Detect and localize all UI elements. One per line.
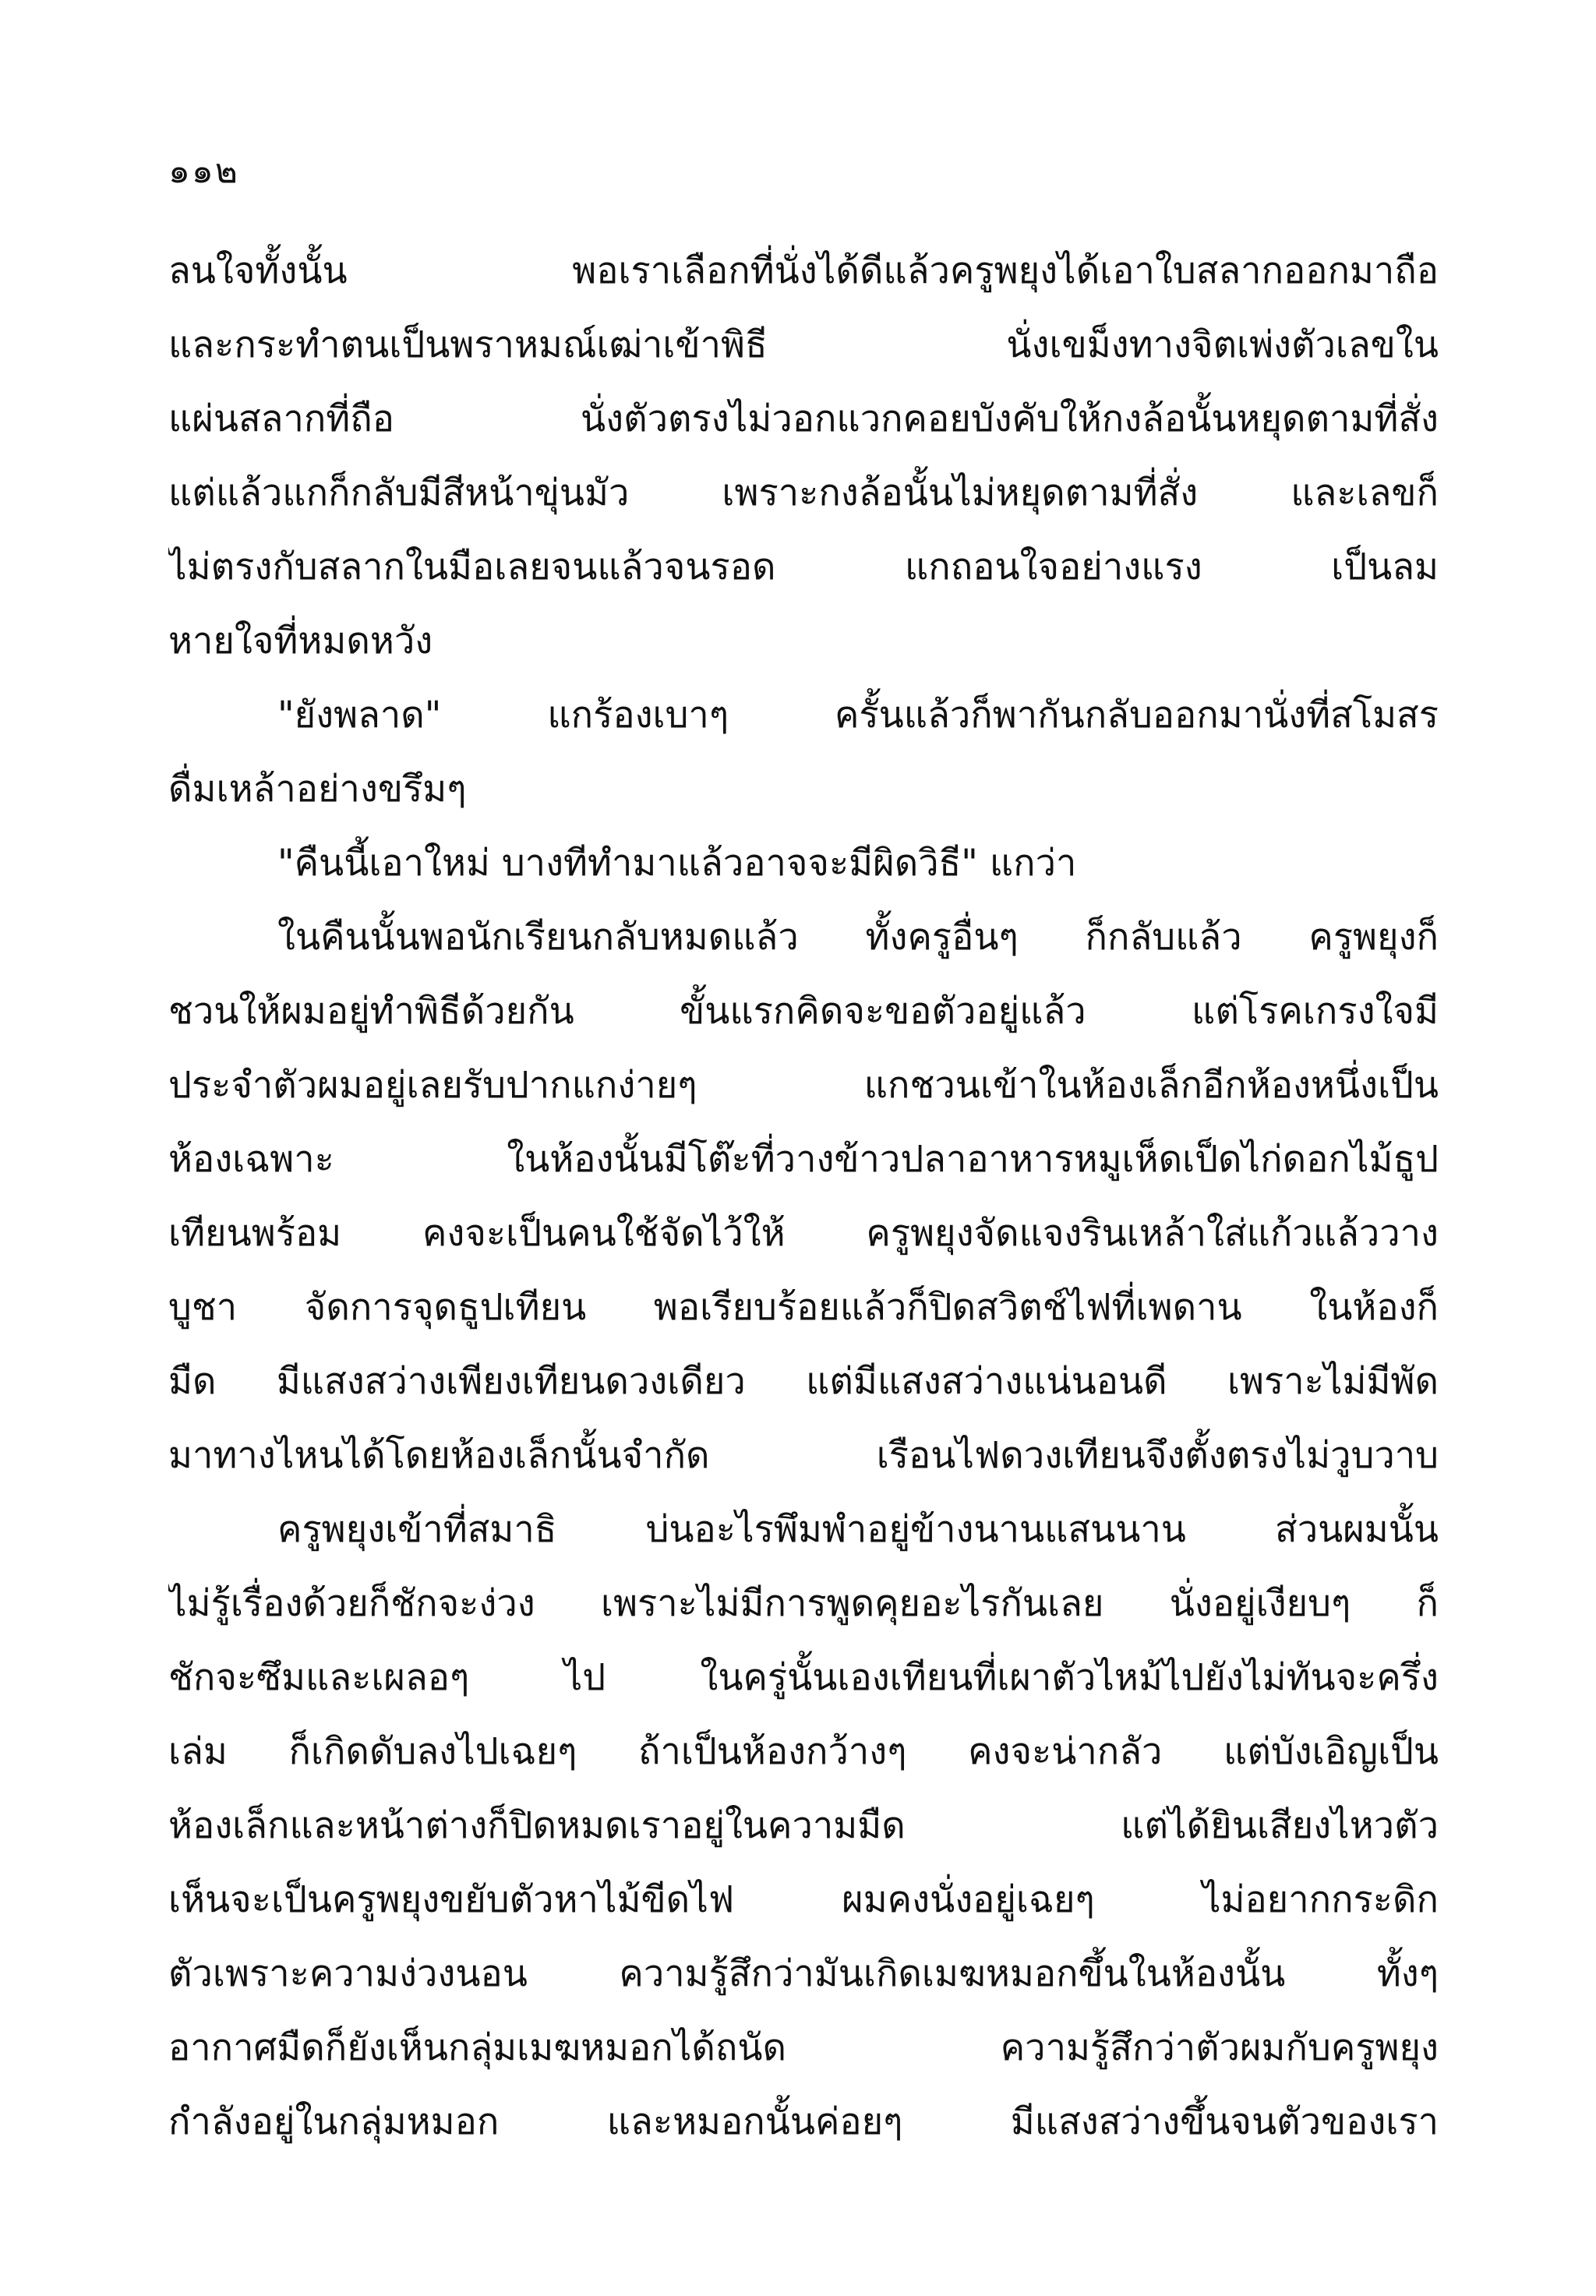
text-line: "คืนนี้เอาใหม่ บางทีทำมาแล้วอาจจะมีผิดวิธี" แกว่า (277, 842, 1077, 885)
text-line: ครูพยุงเข้าที่สมาธิ บ่นอะไรพึมพำอยู่ข้างนานแสนนาน ส่วนผมนั้น (277, 1508, 1439, 1551)
text-line: ห้องเฉพาะ ในห้องนั้นมีโต๊ะที่วางข้าวปลาอาหารหมูเห็ดเป็ดไก่ดอกไม้ธูป (168, 1138, 1439, 1181)
text-line: หายใจที่หมดหวัง (168, 620, 433, 662)
text-line: ดื่มเหล้าอย่างขรึมๆ (168, 768, 467, 811)
text-line: ลนใจทั้งนั้น พอเราเลือกที่นั่งได้ดีแล้วครูพยุงได้เอาใบสลากออกมาถือ (168, 249, 1439, 292)
text-line: กำลังอยู่ในกลุ่มหมอก และหมอกนั้นค่อยๆ มีแสงสว่างขึ้นจนตัวของเรา (168, 2100, 1439, 2143)
text-line: เห็นจะเป็นครูพยุงขยับตัวหาไม้ขีดไฟ ผมคงนั่งอยู่เฉยๆ ไม่อยากกระดิก (168, 1878, 1439, 1921)
body-text (168, 234, 1439, 2159)
text-line: ไม่รู้เรื่องด้วยก็ชักจะง่วง เพราะไม่มีการพูดคุยอะไรกันเลย นั่งอยู่เงียบๆ ก็ (168, 1582, 1439, 1625)
text-line: ในคืนนั้นพอนักเรียนกลับหมดแล้ว ทั้งครูอื่นๆ ก็กลับแล้ว ครูพยุงก็ (277, 916, 1439, 959)
text-line: เทียนพร้อม คงจะเป็นคนใช้จัดไว้ให้ ครูพยุงจัดแจงรินเหล้าใส่แก้วแล้ววาง (168, 1212, 1439, 1255)
text-line: แต่แล้วแกก็กลับมีสีหน้าขุ่นมัว เพราะกงล้อนั้นไม่หยุดตามที่สั่ง และเลขก็ (168, 472, 1439, 514)
page-number: ๑๑๒ (168, 151, 239, 191)
text-line: ตัวเพราะความง่วงนอน ความรู้สึกว่ามันเกิดเมฆหมอกขึ้นในห้องนั้น ทั้งๆ (168, 1952, 1439, 1995)
text-line: "ยังพลาด" แกร้องเบาๆ ครั้นแล้วก็พากันกลับออกมานั่งที่สโมสร (277, 694, 1439, 736)
text-line: แผ่นสลากที่ถือ นั่งตัวตรงไม่วอกแวกคอยบังคับให้กงล้อนั้นหยุดตามที่สั่ง (168, 397, 1439, 440)
text-line: ชวนให้ผมอยู่ทำพิธีด้วยกัน ขั้นแรกคิดจะขอตัวอยู่แล้ว แต่โรคเกรงใจมี (168, 990, 1439, 1033)
text-line: มืด มีแสงสว่างเพียงเทียนดวงเดียว แต่มีแสงสว่างแน่นอนดี เพราะไม่มีพัด (168, 1360, 1439, 1403)
text-line: ชักจะซึมและเผลอๆ ไป ในครู่นั้นเองเทียนที่เผาตัวไหม้ไปยังไม่ทันจะครึ่ง (168, 1656, 1439, 1699)
text-line: ประจำตัวผมอยู่เลยรับปากแกง่ายๆ แกชวนเข้าในห้องเล็กอีกห้องหนึ่งเป็น (168, 1064, 1439, 1107)
text-line: ห้องเล็กและหน้าต่างก็ปิดหมดเราอยู่ในความมืด แต่ได้ยินเสียงไหวตัว (168, 1804, 1439, 1847)
text-line: มาทางไหนได้โดยห้องเล็กนั้นจำกัด เรือนไฟดวงเทียนจึงตั้งตรงไม่วูบวาบ (168, 1434, 1439, 1477)
text-line: ไม่ตรงกับสลากในมือเลยจนแล้วจนรอด แกถอนใจอย่างแรง เป็นลม (168, 546, 1439, 588)
text-line: และกระทำตนเป็นพราหมณ์เฒ่าเข้าพิธี นั่งเขม็งทางจิตเพ่งตัวเลขใน (168, 323, 1439, 366)
text-line: เล่ม ก็เกิดดับลงไปเฉยๆ ถ้าเป็นห้องกว้างๆ คงจะน่ากลัว แต่บังเอิญเป็น (168, 1730, 1439, 1773)
text-line: อากาศมืดก็ยังเห็นกลุ่มเมฆหมอกได้ถนัด ความรู้สึกว่าตัวผมกับครูพยุง (168, 2026, 1439, 2069)
text-line: บูชา จัดการจุดธูปเทียน พอเรียบร้อยแล้วก็ปิดสวิตช์ไฟที่เพดาน ในห้องก็ (168, 1286, 1439, 1329)
